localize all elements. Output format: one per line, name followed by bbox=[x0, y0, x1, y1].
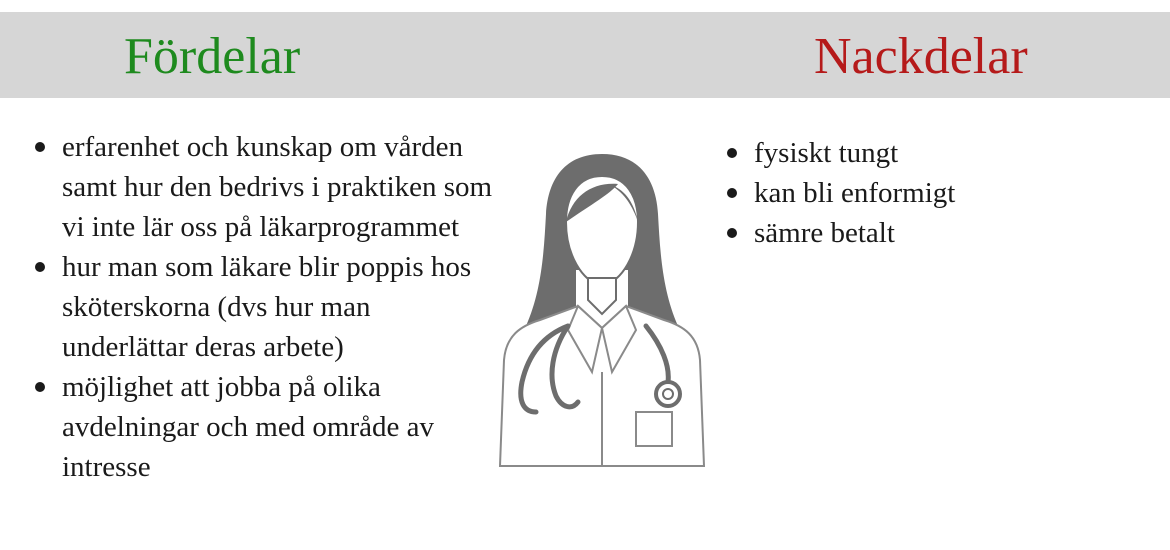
pros-item: möjlighet att jobba på olika avdelningar och med område av intresse bbox=[34, 367, 494, 487]
cons-heading: Nackdelar bbox=[814, 28, 1028, 85]
pros-heading: Fördelar bbox=[124, 28, 301, 85]
pros-item: hur man som läkare blir poppis hos sköterskorna (dvs hur man underlättar deras arbete) bbox=[34, 247, 494, 367]
pros-list bbox=[34, 127, 494, 487]
cons-list bbox=[726, 133, 1146, 253]
female-doctor-icon bbox=[496, 150, 708, 470]
pros-item: erfarenhet och kunskap om vården samt hur den bedrivs i praktiken som vi inte lär oss på läkarprogrammet bbox=[34, 127, 494, 247]
cons-item: kan bli enformigt bbox=[726, 173, 1146, 213]
cons-item: sämre betalt bbox=[726, 213, 1146, 253]
cons-item: fysiskt tungt bbox=[726, 133, 1146, 173]
